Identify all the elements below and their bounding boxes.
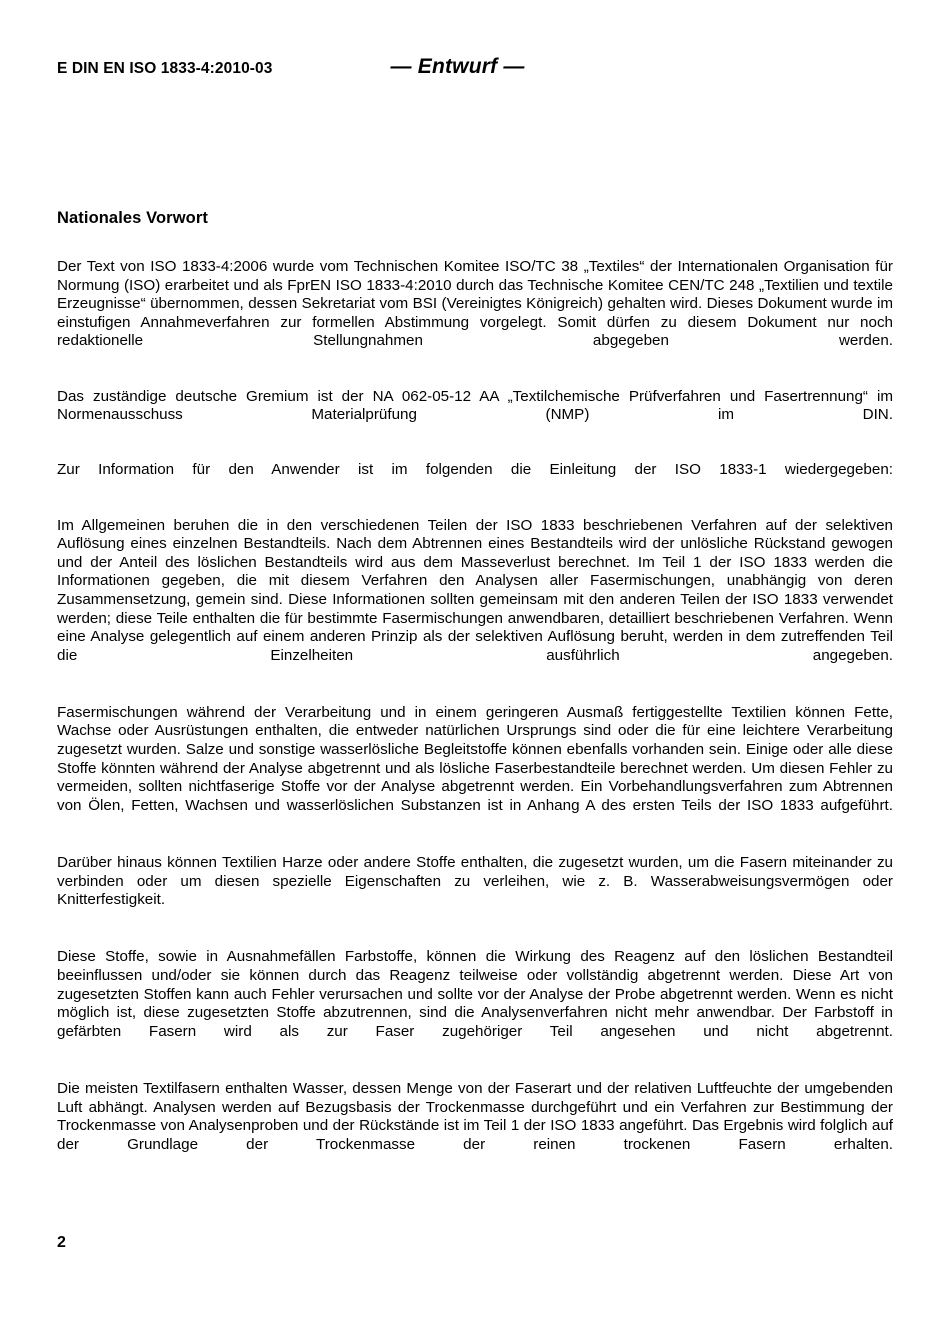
page-header bbox=[57, 55, 893, 81]
paragraph-6: Darüber hinaus können Textilien Harze oder andere Stoffe enthalten, die zugesetzt wurden, um die Fasern miteinander zu verbinden oder um diesen spezielle Eigenschaften zu verleihen, wie z. B. Wasserabweisungsvermögen oder Knitterfestigkeit. bbox=[57, 854, 893, 909]
page-number: 2 bbox=[57, 1234, 66, 1251]
paragraph-2: Das zuständige deutsche Gremium ist der NA 062-05-12 AA „Textilchemische Prüfverfahren und Fasertrennung“ im Normenausschuss Materialprüfung (NMP) im DIN. bbox=[57, 387, 893, 424]
paragraph-3: Zur Information für den Anwender ist im folgenden die Einleitung der ISO 1833-1 wiedergegeben: bbox=[57, 461, 893, 479]
paragraph-4: Im Allgemeinen beruhen die in den verschiedenen Teilen der ISO 1833 beschriebenen Verfahren auf der selektiven Auflösung eines einzelnen Bestandteils. Nach dem Abtrennen eines Bestandteils wird der unlösliche Rückstand gewogen und der Anteil des löslichen Bestandteils wird aus dem Masseverlust berechnet. Im Teil 1 der ISO 1833 werden die Informationen gegeben, die mit diesem Verfahren den Analysen aller Fasermischungen, unabhängig von deren Zusammensetzung, gemein sind. Diese Informationen sollten gemeinsam mit den anderen Teilen der ISO 1833 verwendet werden; diese Teile enthalten die für bestimmte Fasermischungen anwendbaren, detailliert beschriebenen Verfahren. Wenn eine Analyse gelegentlich auf einem anderen Prinzip als der selektiven Auflösung beruht, werden in dem zutreffenden Teil die Einzelheiten ausführlich angegeben. bbox=[57, 516, 893, 664]
paragraph-7: Diese Stoffe, sowie in Ausnahmefällen Farbstoffe, können die Wirkung des Reagenz auf den löslichen Bestandteil beeinflussen und/oder sie können durch das Reagenz teilweise oder vollständig abgetrennt werden. Diese Art von zugesetzten Stoffen kann auch Fehler verursachen und sollte vor der Analyse der Probe abgetrennt werden. Wenn es nicht möglich ist, diese zugesetzten Stoffe abzutrennen, sind die Analysenverfahren nicht mehr anwendbar. Der Farbstoff in gefärbten Fasern wird als zur Faser zugehöriger Teil angesehen und nicht abgetrennt. bbox=[57, 948, 893, 1040]
paragraph-5: Fasermischungen während der Verarbeitung und in einem geringeren Ausmaß fertiggestellte Textilien können Fette, Wachse oder Ausrüstungen enthalten, die entweder natürlichen Ursprungs sind oder die für eine leichtere Verarbeitung zugesetzt wurden. Salze und sonstige wasserlösliche Begleitstoffe können ebenfalls vorhanden sein. Einige oder alle diese Stoffe könnten während der Analyse abgetrennt und als lösliche Faserbestandteile berechnet werden. Um diesen Fehler zu vermeiden, sollten nichtfaserige Stoffe vor der Analyse abgetrennt werden. Ein Vorbehandlungsverfahren zum Abtrennen von Ölen, Fetten, Wachsen und wasserlöslichen Substanzen ist in Anhang A des ersten Teils der ISO 1833 aufgeführt. bbox=[57, 703, 893, 814]
paragraph-1: Der Text von ISO 1833-4:2006 wurde vom Technischen Komitee ISO/TC 38 „Textiles“ der Internationalen Organisation für Normung (ISO) erarbeitet und als FprEN ISO 1833-4:2010 durch das Technische Komitee CEN/TC 248 „Textilien und textile Erzeugnisse“ übernommen, dessen Sekretariat vom BSI (Vereinigtes Königreich) gehalten wird. Dieses Dokument wurde im einstufigen Annahmeverfahren zur formellen Abstimmung vorgelegt. Somit dürfen zu diesem Dokument nur noch redaktionelle Stellungnahmen abgegeben werden. bbox=[57, 258, 893, 350]
header-draft-mark: — Entwurf — bbox=[390, 55, 525, 78]
header-standard-id: E DIN EN ISO 1833-4:2010-03 bbox=[57, 60, 273, 77]
document-body bbox=[57, 208, 893, 1173]
section-heading-nationales-vorwort: Nationales Vorwort bbox=[57, 209, 208, 227]
paragraph-8: Die meisten Textilfasern enthalten Wasser, dessen Menge von der Faserart und der relativen Luftfeuchte der umgebenden Luft abhängt. Analysen werden auf Bezugsbasis der Trockenmasse durchgeführt und ein Verfahren zur Bestimmung der Trockenmasse von Analysenproben und der Rückstände ist im Teil 1 der ISO 1833 angeführt. Das Ergebnis wird folglich auf der Grundlage der Trockenmasse der reinen trockenen Fasern erhalten. bbox=[57, 1079, 893, 1153]
